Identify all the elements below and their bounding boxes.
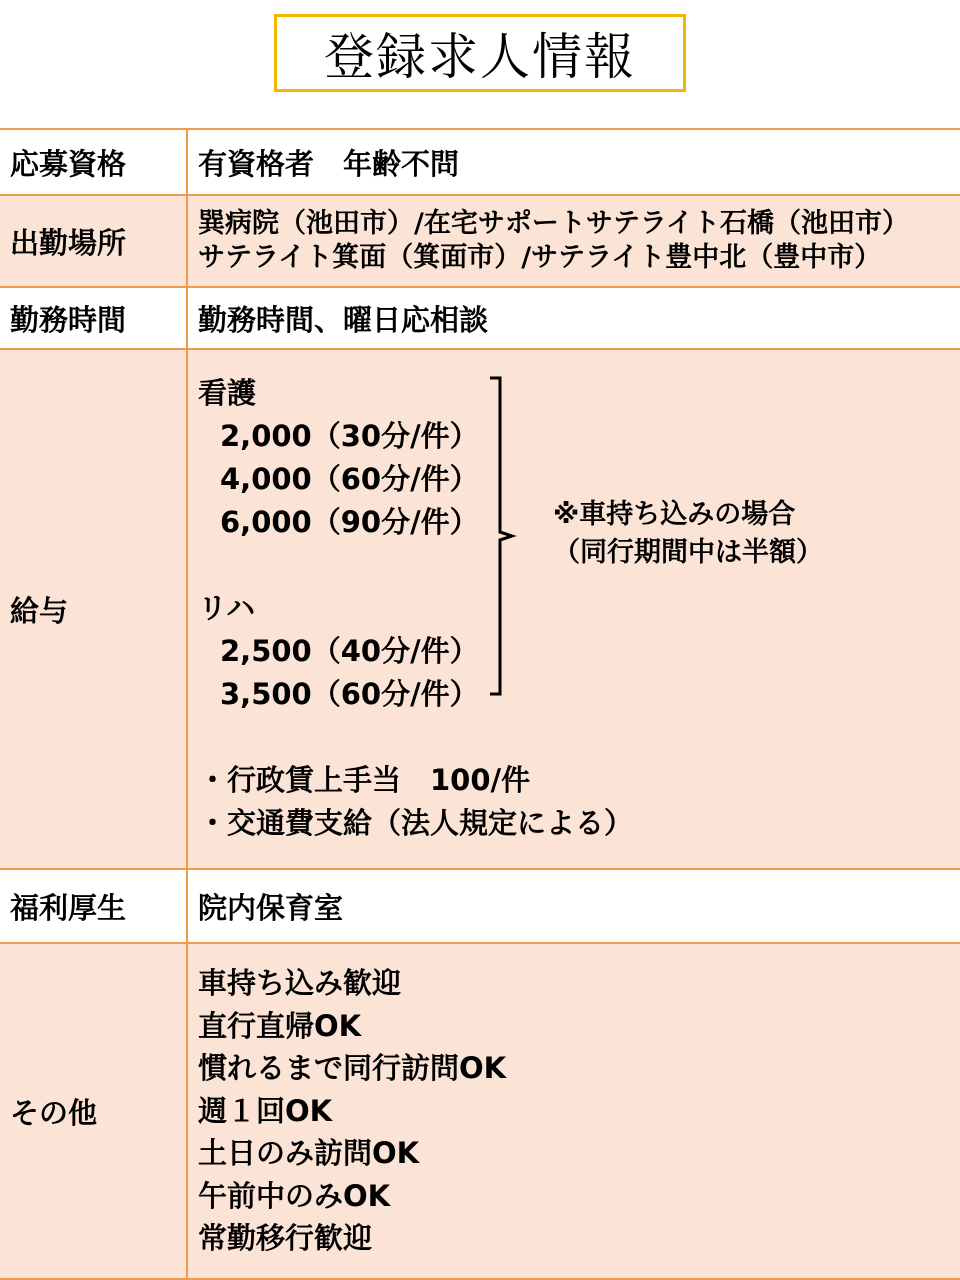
row-other xyxy=(0,943,960,1279)
location-line-1: 巽病院（池田市）/在宅サポートサテライト石橋（池田市） xyxy=(198,208,910,239)
location-label: 出勤場所 xyxy=(0,195,187,287)
other-item: 直行直帰OK xyxy=(198,1008,362,1043)
other-value xyxy=(187,943,960,1279)
rehab-title: リハ xyxy=(198,591,256,625)
other-item: 車持ち込み歓迎 xyxy=(198,966,402,1001)
location-value xyxy=(187,195,960,287)
other-item: 常勤移行歓迎 xyxy=(198,1221,373,1256)
row-salary xyxy=(0,349,960,869)
row-location xyxy=(0,195,960,287)
welfare-label: 福利厚生 xyxy=(0,869,187,943)
job-info-table xyxy=(0,128,960,1280)
right-brace-icon xyxy=(488,376,518,696)
other-item: 午前中のみOK xyxy=(198,1178,391,1213)
other-label: その他 xyxy=(0,943,187,1279)
welfare-value: 院内保育室 xyxy=(187,869,960,943)
hours-value: 勤務時間、曜日応相談 xyxy=(187,287,960,349)
location-line-2: サテライト箕面（箕面市）/サテライト豊中北（豊中市） xyxy=(198,242,882,273)
row-welfare xyxy=(0,869,960,943)
nursing-rate-3: 6,000（90分/件） xyxy=(220,505,479,539)
row-qualification xyxy=(0,129,960,195)
other-item: 慣れるまで同行訪問OK xyxy=(198,1051,507,1086)
other-item: 土日のみ訪問OK xyxy=(198,1136,420,1171)
car-note xyxy=(553,496,823,572)
salary-extra-1: ・行政賃上手当 100/件 xyxy=(198,763,531,797)
page-title: 登録求人情報 xyxy=(274,14,686,92)
other-item: 週１回OK xyxy=(198,1093,333,1128)
nursing-rate-2: 4,000（60分/件） xyxy=(220,462,479,496)
nursing-rate-1: 2,000（30分/件） xyxy=(220,419,479,453)
qualification-label: 応募資格 xyxy=(0,129,187,195)
qualification-value: 有資格者 年齢不問 xyxy=(187,129,960,195)
hours-label: 勤務時間 xyxy=(0,287,187,349)
rehab-rate-2: 3,500（60分/件） xyxy=(220,677,479,711)
salary-extra-2: ・交通費支給（法人規定による） xyxy=(198,806,634,840)
nursing-title: 看護 xyxy=(198,376,257,410)
salary-value xyxy=(187,349,960,869)
rehab-rate-1: 2,500（40分/件） xyxy=(220,634,479,668)
salary-label: 給与 xyxy=(0,349,187,869)
row-hours xyxy=(0,287,960,349)
car-note-line-1: ※車持ち込みの場合 xyxy=(553,499,796,530)
car-note-line-2: （同行期間中は半額） xyxy=(553,537,823,568)
